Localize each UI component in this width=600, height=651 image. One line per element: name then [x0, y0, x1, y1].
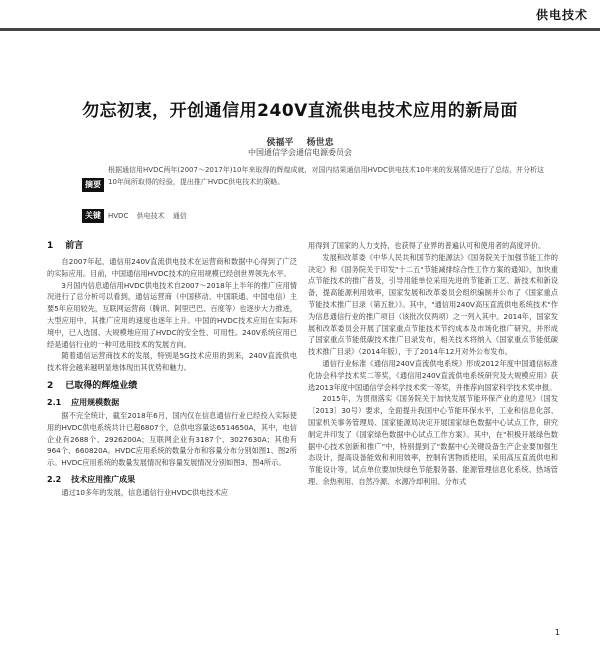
body-paragraph: 通过10多年的发展，信息通信行业HVDC供电技术应: [61, 487, 228, 497]
keyword: HVDC: [108, 212, 129, 220]
left-column: [47, 240, 297, 499]
keyword: 供电技术: [136, 212, 165, 220]
section-number: 2.1: [47, 397, 62, 407]
section-label: 供电技术: [535, 8, 588, 22]
section-title: 应用规模数据: [71, 397, 120, 407]
body-paragraph: 自2007年起，通信用240V直流供电技术在运营商和数据中心得到了广泛的实际应用。目前，中国通信用HVDC技术的应用规模已经创世界领先水平。: [47, 257, 297, 278]
body-paragraph: 2015年，为贯彻落实《国务院关于加快发展节能环保产业的意见》（国发〔2013〕30号）要求，全面提升我国中心节能环保水平，工业和信息化部、国家机关事务管理局、国家能源局决定开展国家绿色数据中心试点工作，研究制定并印发了《国家绿色数据中心试点工作方案》。其中，在"积极开展绿色数据中心技术创新和推广"中，特别提到了"数据中心关键设备生产企业要加强生态设计，提高设备能效和利用效率，控制有害物质使用，采用高压直流供电和节能设计等，试点单位要加快绿色节能服务器、能源管理信息化系统、热场管理、余热利用、自然冷源、水源冷却利用、分布式: [308, 394, 558, 486]
body-paragraph: 随着通信运营商技术的发展，特别是5G技术应用的到来，240V直流供电技术将会越来越明显地体现出其优势和魅力。: [47, 351, 297, 373]
article-title: 勿忘初衷，开创通信用240V直流供电技术应用的新局面: [82, 101, 518, 121]
section-number: 1: [47, 241, 54, 251]
right-column: [308, 240, 558, 488]
body-paragraph: 通信行业标准《通信用240V直流供电系统》形成2012年度中国通信标准化协会科学技术奖二等奖，《通信用240V直流供电系统研究及大规模应用》获选2013年度中国通信学会科学技术奖一等奖，并推荐向国家科学技术奖申报。: [308, 358, 558, 392]
section-number: 2: [47, 380, 54, 391]
header-rule: [0, 28, 600, 31]
abstract-tag: 摘要: [82, 178, 104, 192]
body-paragraph: 据不完全统计，截至2018年6月，国内仅在信息通信行业已经投入实际使用的HVDC供电系统共计已超6807个，总供电容量达6514650A，其中，电信企业有2688个、2926200A；互联网企业有3187个、3027630A；其他有964个、660820A。HVDC应用系统的数量分布和容量分布分别如图1、图2所示。HVDC应用系统的数量发展情况和容量发展情况分别如图3、图4所示。: [47, 410, 297, 468]
section-heading: [47, 380, 297, 392]
keywords-list: [108, 211, 408, 221]
page-number: 1: [554, 628, 560, 637]
keywords-tag: 关键词: [82, 209, 104, 223]
section-title: 技术应用推广成果: [71, 474, 136, 484]
keyword: 通信: [172, 212, 187, 220]
body-paragraph: 3月国内信息通信用HVDC供电技术自2007～2018年上半年的推广应用情况进行了总分析可以看到，通信运营商（中国移动、中国联通、中国电信）主要5年应用较先，互联网运营商（腾讯、阿里巴巴、百度等）也逐步大力推进，大型应用中，其推广应用的速度也逐年上升。中国的HVDC技术应用在实际环境中，已入选国、大规模地应用了HVDC的安全性、可用性。240V系统应用已经是通信行业的一种可选用技术的发展方向。: [47, 280, 297, 349]
author-name: 侯福平: [266, 138, 294, 148]
header-band: [0, 0, 600, 26]
section-number: 2.2: [47, 474, 62, 484]
subsection-heading: [47, 474, 297, 485]
section-title: 前言: [65, 241, 84, 251]
subsection-heading: [47, 397, 297, 408]
section-title: 已取得的辉煌业绩: [65, 380, 138, 391]
abstract-text: 根据通信用HVDC两年(2007～2017年)10年来取得的辉煌成就，对国内结果通信用HVDC供电技术10年来的发展情况进行了总结，并分析这10年间所取得的经验，提出推广HVDC供电技术的策略。: [108, 166, 544, 186]
section-heading: [47, 240, 297, 252]
body-paragraph: 用得到了国家的人力支持，也获得了业界的普遍认可和使用者的高度评价。: [308, 241, 546, 250]
author-name: 杨世忠: [306, 138, 334, 148]
body-paragraph: 发展和改革委《中华人民共和国节约能源法》《国务院关于加强节能工作的决定》和《国务院关于印发"十二五"节能减排综合性工作方案的通知》，加快重点节能技术的推广普及，引导用能单位采用先进的节能新工艺、新技术和新设备，提高能源利用效率，国家发展和改革委员会组织编制并公布了《国家重点节能技术推广目录（第五批）》。其中，"通信用240V高压直流供电系统技术"作为信息通信行业的推广项目（该批次仅两项）之一列入其中。2014年，国家发展和改革委员会开展了国家重点节能技术节约成本及市场化推广研究，并形成了国家重点节能低碳技术推广目录发布，相关技术将纳入《国家重点节能低碳技术推广目录》（2014年版），于了2014年12月对外公布发布。: [308, 252, 558, 357]
affiliation: 中国通信学会通信电源委员会: [248, 148, 352, 157]
